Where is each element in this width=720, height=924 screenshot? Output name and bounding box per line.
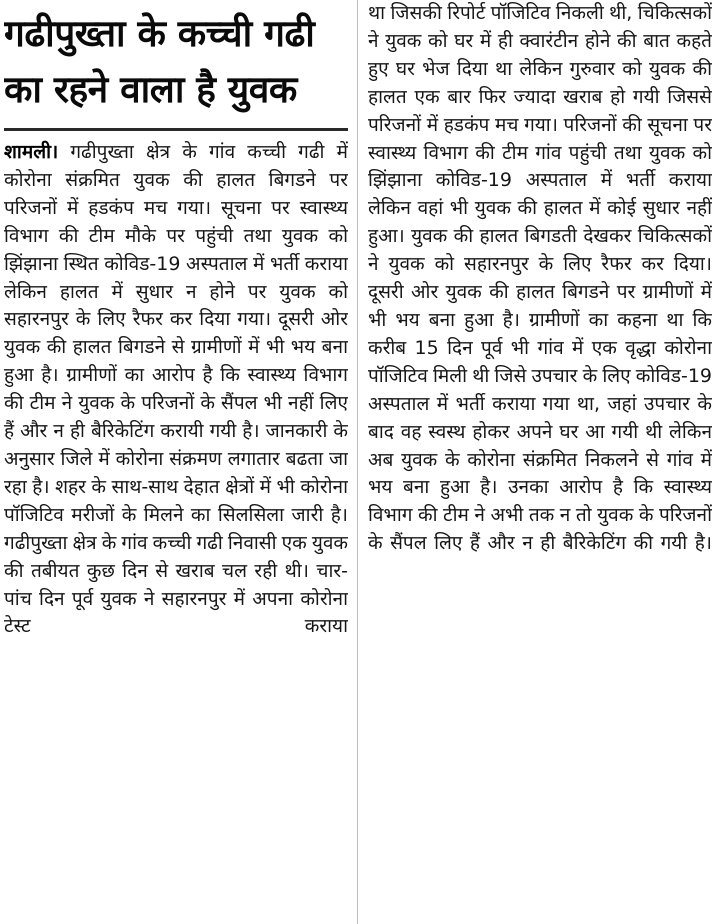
article-text-left: गढीपुख्ता क्षेत्र के गांव कच्ची गढी में कोरोना संक्रमित युवक की हालत बिगडने पर परिजनों में हडकंप मच गया। सूचना पर स्वास्थ्य विभाग की टीम मौके पर पहुंची तथा युवक को झिंझाना स्थित कोविड-19 अस्पताल में भर्ती कराया लेकिन हालत में सुधार न होने पर युवक को सहारनपुर के लिए रैफर कर दिया गया। दूसरी ओर युवक की हालत बिगडने से ग्रामीणों में भी भय बना हुआ है। ग्रामीणों का आरोप है कि स्वास्थ्य विभाग की टीम ने युवक के परिजनों के सैंपल भी नहीं लिए हैं और न ही बैरिकेटिंग करायी गयी है। जानकारी के अनुसार जिले में कोरोना संक्रमण लगातार बढता जा रहा है। शहर के साथ-साथ देहात क्षेत्रों में भी कोरोना पॉजिटिव मरीजों के मिलने का सिलसिला जारी है। गढीपुख्ता क्षेत्र के गांव कच्ची गढी निवासी एक युवक की तबीयत कुछ दिन से खराब चल रही थी। चार-पांच दिन पूर्व युवक ने सहारनपुर में अपना कोरोना टेस्ट कराया (4, 141, 348, 638)
column-divider (357, 0, 358, 924)
right-column (368, 0, 712, 924)
dateline: शामली। (4, 141, 59, 163)
headline-divider (4, 128, 348, 131)
article-body-right (368, 0, 712, 558)
article-text-right: था जिसकी रिपोर्ट पॉजिटिव निकली थी, चिकित्सकों ने युवक को घर में ही क्वारंटीन होने की बात कहते हुए घर भेज दिया था लेकिन गुरुवार को युवक की हालत एक बार फिर ज्यादा खराब हो गयी जिससे परिजनों में हडकंप मच गया। परिजनों की सूचना पर स्वास्थ्य विभाग की टीम गांव पहुंची तथा युवक को झिंझाना कोविड-19 अस्पताल में भर्ती कराया लेकिन वहां भी युवक की हालत में कोई सुधार नहीं हुआ। युवक की हालत बिगडती देखकर चिकित्सकों ने युवक को सहारनपुर के लिए रैफर कर दिया। दूसरी ओर युवक की हालत बिगडने पर ग्रामीणों में भी भय बना हुआ है। ग्रामीणों का कहना था कि करीब 15 दिन पूर्व भी गांव में एक वृद्धा कोरोना पॉजिटिव मिली थी जिसे उपचार के लिए कोविड-19 अस्पताल में भर्ती कराया गया था, जहां उपचार के बाद वह स्वस्थ होकर अपने घर आ गयी थी लेकिन अब युवक के कोरोना संक्रमित निकलने से गांव में भय बना हुआ है। उनका आरोप है कि स्वास्थ्य विभाग की टीम ने अभी तक न तो युवक के परिजनों के सैंपल लिए हैं और न ही बैरिकेटिंग की गयी है। (368, 2, 712, 555)
headline: गढीपुख्ता के कच्ची गढी का रहने वाला है युवक (4, 12, 315, 111)
left-column (4, 0, 348, 924)
article-body-left (4, 139, 348, 641)
